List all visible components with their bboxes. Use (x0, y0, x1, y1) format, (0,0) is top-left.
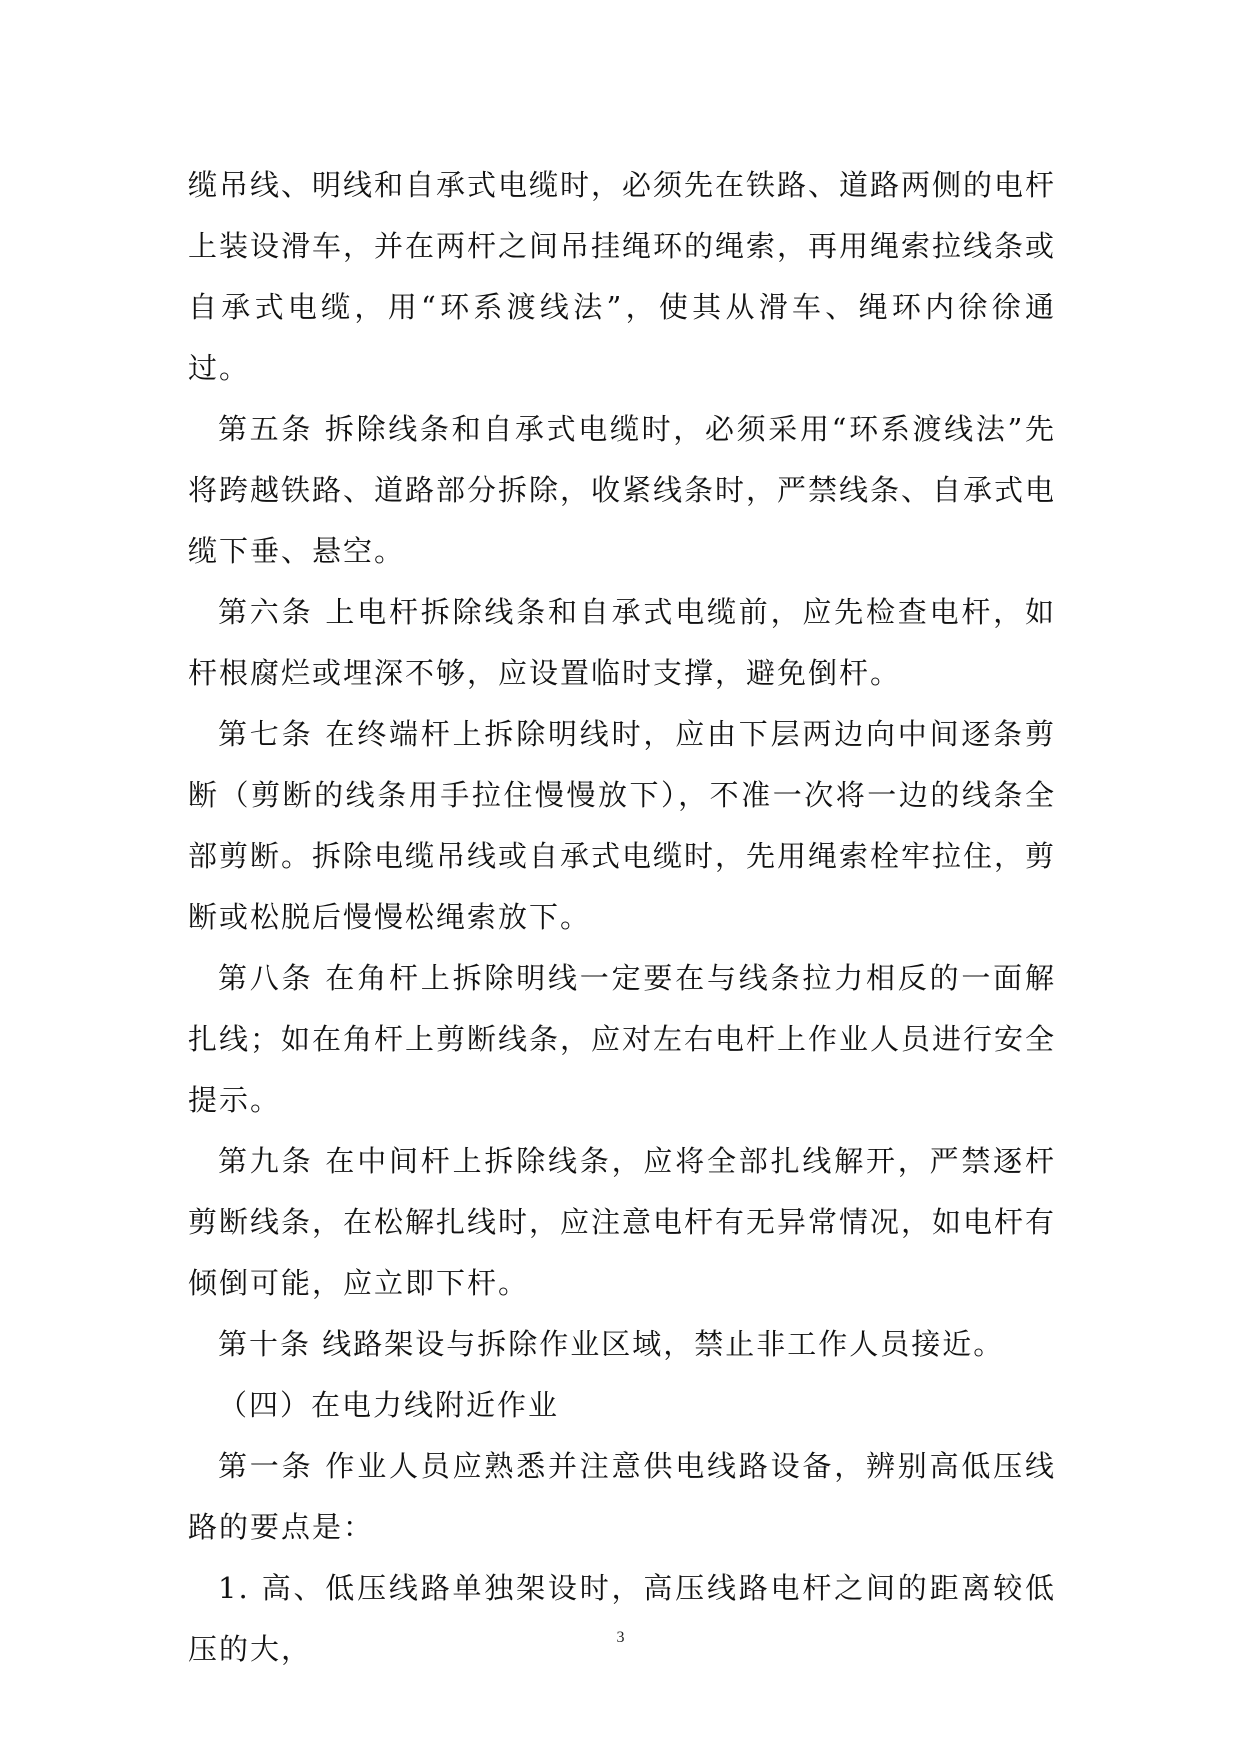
paragraph-article-5: 第五条 拆除线条和自承式电缆时，必须采用“环系渡线法”先将跨越铁路、道路部分拆除，收紧线条时，严禁线条、自承式电缆下垂、悬空。 (188, 412, 1057, 568)
list-item-1: 1. 高、低压线路单独架设时，高压线路电杆之间的距离较低压的大， (188, 1571, 1056, 1666)
paragraph-article-6: 第六条 上电杆拆除线条和自承式电缆前，应先检查电杆，如杆根腐烂或埋深不够，应设置临时支撑，避免倒杆。 (188, 595, 1056, 690)
paragraph-article-1: 第一条 作业人员应熟悉并注意供电线路设备，辨别高低压线路的要点是： (188, 1449, 1056, 1544)
paragraph-continuation: 缆吊线、明线和自承式电缆时，必须先在铁路、道路两侧的电杆上装设滑车，并在两杆之间吊挂绳环的绳索，再用绳索拉线条或自承式电缆，用“环系渡线法”，使其从滑车、绳环内徐徐通过。 (188, 168, 1057, 385)
paragraph-article-9: 第九条 在中间杆上拆除线条，应将全部扎线解开，严禁逐杆剪断线条，在松解扎线时，应注意电杆有无异常情况，如电杆有倾倒可能，应立即下杆。 (188, 1144, 1057, 1300)
section-heading-4: （四）在电力线附近作业 (218, 1388, 560, 1422)
paragraph-article-7: 第七条 在终端杆上拆除明线时，应由下层两边向中间逐条剪断（剪断的线条用手拉住慢慢放下），不准一次将一边的线条全部剪断。拆除电缆吊线或自承式电缆时，先用绳索栓牢拉住，剪断或松脱后慢慢松绳索放下。 (188, 717, 1057, 934)
document-body (188, 155, 1056, 1680)
paragraph-article-10: 第十条 线路架设与拆除作业区域，禁止非工作人员接近。 (218, 1327, 1005, 1361)
page-number: 3 (616, 1629, 625, 1646)
paragraph-article-8: 第八条 在角杆上拆除明线一定要在与线条拉力相反的一面解扎线；如在角杆上剪断线条，应对左右电杆上作业人员进行安全提示。 (188, 961, 1057, 1117)
